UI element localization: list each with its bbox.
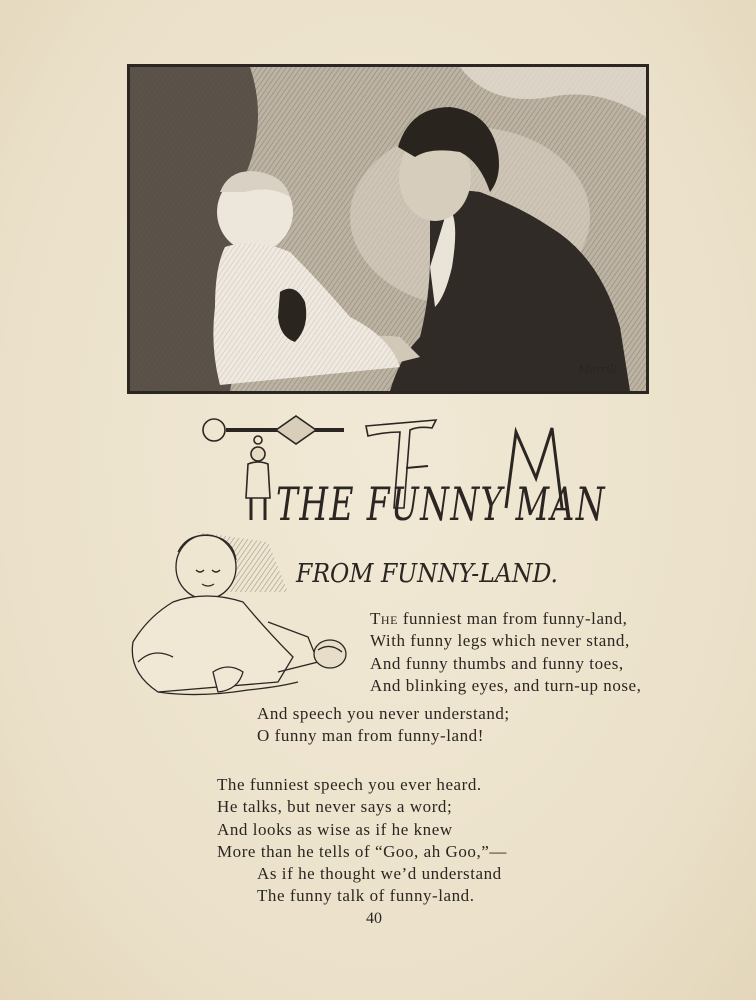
drop-word: The	[370, 609, 399, 628]
verse-line: As if he thought we’d understand	[257, 864, 502, 883]
verse-line: The funniest speech you ever heard.	[217, 775, 482, 794]
stanza-1-closing	[257, 703, 510, 748]
stanza-1-indented	[370, 608, 641, 697]
title-text: THE FUNNY MAN	[276, 477, 606, 531]
verse-line: The funny talk of funny-land.	[257, 886, 475, 906]
verse-line: And blinking eyes, and turn-up nose,	[370, 675, 642, 695]
verse-line: The funniest man from funny-land,	[370, 609, 628, 628]
verse-line: More than he tells of “Goo, ah Goo,”—	[217, 841, 507, 861]
stanza-2	[217, 774, 507, 863]
verse-line: And looks as wise as if he knew	[217, 819, 453, 839]
title-artwork	[196, 408, 636, 538]
subtitle-text: FROM FUNNY-LAND.	[295, 559, 558, 589]
artist-signature: Merrill	[578, 363, 617, 376]
page-number: 40	[366, 910, 382, 927]
verse-line: O funny man from funny-land!	[257, 726, 484, 746]
verse-line: He talks, but never says a word;	[217, 797, 453, 817]
verse-line: And funny thumbs and funny toes,	[370, 653, 624, 673]
verse-line: And speech you never understand;	[257, 704, 510, 723]
baby-sketch-illustration	[118, 522, 350, 700]
verse-line: With funny legs which never stand,	[370, 631, 630, 651]
mother-and-baby-illustration	[127, 64, 649, 394]
stanza-2-closing	[257, 863, 502, 908]
